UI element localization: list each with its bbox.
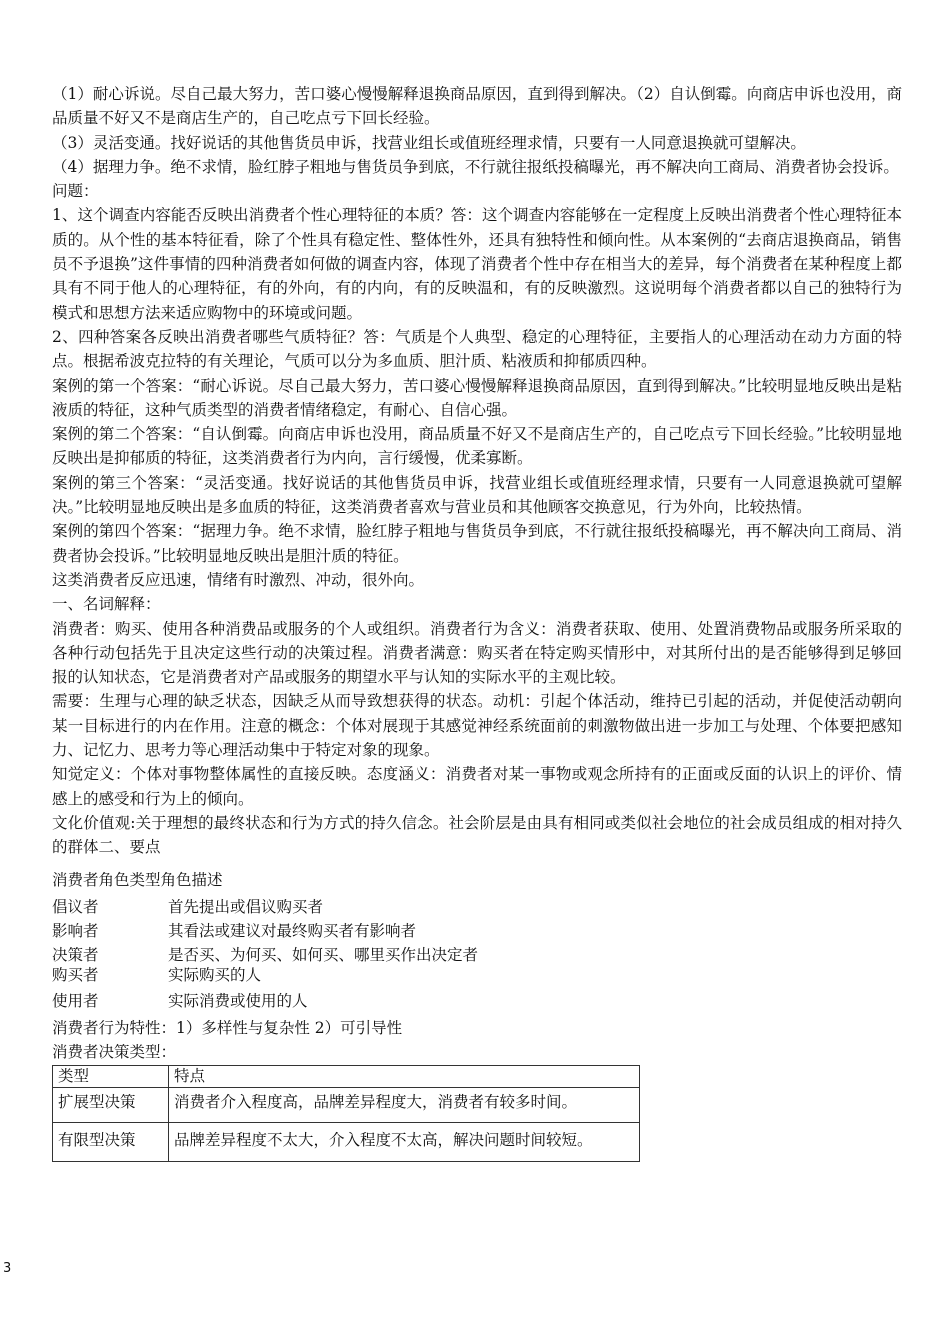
- paragraph: （4）据理力争。绝不求情，脸红脖子粗地与售货员争到底，不行就往报纸投稿曝光，再不解决向工商局、消费者协会投诉。: [52, 157, 899, 176]
- table-cell: 扩展型决策: [53, 1088, 169, 1123]
- table-row: [53, 1123, 640, 1162]
- role-desc: 其看法或建议对最终购买者有影响者: [168, 921, 417, 940]
- paragraph: 案例的第一个答案：“耐心诉说。尽自己最大努力，苦口婆心慢慢解释退换商品原因，直到得到解决。”比较明显地反映出是粘液质的特征，这种气质类型的消费者情绪稳定，有耐心、自信心强。: [52, 376, 902, 419]
- role-row: [52, 944, 902, 966]
- table-header-cell: 类型: [53, 1066, 169, 1088]
- role-name: 影响者: [52, 921, 99, 940]
- paragraph: （3）灵活变通。找好说话的其他售货员申诉，找营业组长或值班经理求情，只要有一人同意退换就可望解决。: [52, 133, 806, 152]
- role-row: [52, 990, 902, 1012]
- role-row: [52, 920, 902, 942]
- paragraph: 文化价值观:关于理想的最终状态和行为方式的持久信念。社会阶层是由具有相同或类似社会地位的社会成员组成的相对持久的群体二、要点: [52, 813, 902, 857]
- table-header-row: [53, 1066, 640, 1088]
- paragraph: 案例的第三个答案：“灵活变通。找好说话的其他售货员申诉，找营业组长或值班经理求情，只要有一人同意退换就可望解决。”比较明显地反映出是多血质的特征，这类消费者喜欢与营业员和其他顾客交换意见，行为外向，比较热情。: [52, 473, 902, 517]
- document-body: [52, 82, 902, 1162]
- traits-line: 消费者行为特性：1）多样性与复杂性 2）可引导性: [52, 1018, 403, 1037]
- role-row: [52, 896, 902, 918]
- role-name: 倡议者: [52, 897, 99, 916]
- decision-table: [52, 1065, 640, 1162]
- role-name: 决策者: [52, 945, 99, 964]
- role-name: 购买者: [52, 965, 99, 984]
- role-desc: 实际购买的人: [168, 965, 262, 984]
- paragraph: 这类消费者反应迅速，情绪有时激烈、冲动，很外向。: [52, 570, 425, 589]
- page-number: 3: [3, 1261, 12, 1276]
- decision-heading: 消费者决策类型：: [52, 1043, 177, 1062]
- role-desc: 是否买、为何买、如何买、哪里买作出决定者: [168, 945, 479, 964]
- role-name: 使用者: [52, 991, 99, 1010]
- table-cell: 消费者介入程度高，品牌差异程度大，消费者有较多时间。: [169, 1088, 640, 1123]
- paragraph: 知觉定义：个体对事物整体属性的直接反映。态度涵义：消费者对某一事物或观念所持有的正面或反面的认识上的评价、情感上的感受和行为上的倾向。: [52, 765, 902, 808]
- section-heading: 一、名词解释：: [52, 595, 161, 614]
- role-desc: 首先提出或倡议购买者: [168, 897, 324, 916]
- paragraph: 案例的第四个答案：“据理力争。绝不求情，脸红脖子粗地与售货员争到底，不行就往报纸投稿曝光，再不解决向工商局、消费者协会投诉。”比较明显地反映出是胆汁质的特征。: [52, 522, 902, 565]
- table-cell: 有限型决策: [53, 1123, 169, 1162]
- paragraph: 2、四种答案各反映出消费者哪些气质特征？答：气质是个人典型、稳定的心理特征，主要指人的心理活动在动力方面的特点。根据希波克拉特的有关理论，气质可以分为多血质、胆汁质、粘液质和抑郁质四种。: [52, 327, 902, 371]
- decision-table-wrap: [52, 1065, 902, 1162]
- role-desc: 实际消费或使用的人: [168, 991, 308, 1010]
- table-header-cell: 特点: [169, 1066, 640, 1088]
- table-row: [53, 1088, 640, 1123]
- paragraph: 1、这个调查内容能否反映出消费者个性心理特征的本质？答：这个调查内容能够在一定程度上反映出消费者个性心理特征本质的。从个性的基本特征看，除了个性具有稳定性、整体性外，还具有独特性和倾向性。从本案例的“去商店退换商品，销售员不予退换”这件事情的四种消费者如何做的调查内容，体现了消费者个性中存在相当大的差异，每个消费者在某种程度上都具有不同于他人的心理特征，有的外向，有的内向，有的反映温和，有的反映激烈。这说明每个消费者都以自己的独特行为模式和思想方法来适应购物中的环境或问题。: [52, 206, 902, 322]
- role-list-heading: 消费者角色类型角色描述: [52, 870, 223, 889]
- paragraph: 案例的第二个答案：“自认倒霉。向商店申诉也没用，商品质量不好又不是商店生产的，自己吃点亏下回长经验。”比较明显地反映出是抑郁质的特征，这类消费者行为内向，言行缓慢，优柔寡断。: [52, 425, 902, 468]
- paragraph: （1）耐心诉说。尽自己最大努力，苦口婆心慢慢解释退换商品原因，直到得到解决。（2）自认倒霉。向商店申诉也没用，商品质量不好又不是商店生产的，自己吃点亏下回长经验。: [52, 85, 902, 128]
- paragraph: 需要：生理与心理的缺乏状态，因缺乏从而导致想获得的状态。动机：引起个体活动，维持已引起的活动，并促使活动朝向某一目标进行的内在作用。注意的概念：个体对展现于其感觉神经系统面前的刺激物做出进一步加工与处理、个体要把感知力、记忆力、思考力等心理活动集中于特定对象的现象。: [52, 692, 902, 760]
- paragraph: 问题：: [52, 182, 99, 201]
- role-list: [52, 868, 902, 1012]
- table-cell: 品牌差异程度不太大，介入程度不太高，解决问题时间较短。: [169, 1123, 640, 1162]
- role-row: [52, 966, 902, 985]
- paragraph: 消费者：购买、使用各种消费品或服务的个人或组织。消费者行为含义：消费者获取、使用、处置消费物品或服务所采取的各种行动包括先于且决定这些行动的决策过程。消费者满意：购买者在特定购买情形中，对其所付出的是否能够得到足够回报的认知状态，它是消费者对产品或服务的期望水平与认知的实际水平的主观比较。: [52, 619, 902, 687]
